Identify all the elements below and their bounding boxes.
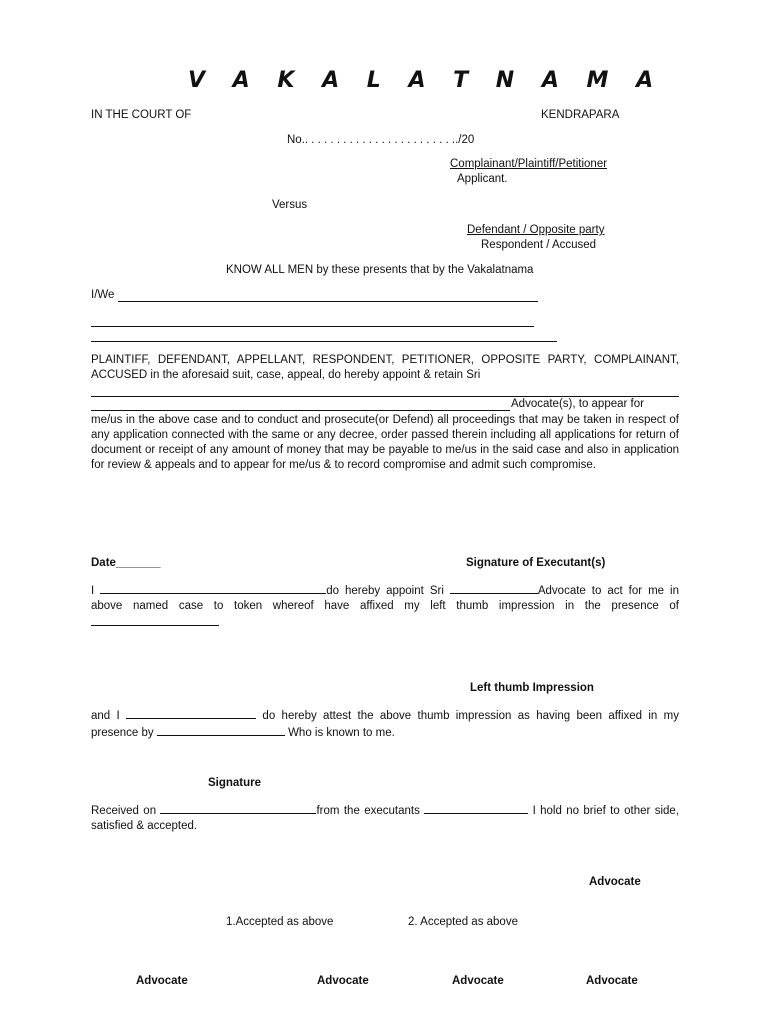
defendant-label: Defendant / Opposite party — [467, 224, 605, 236]
accepted-1: 1.Accepted as above — [226, 916, 334, 928]
signature-executants-label: Signature of Executant(s) — [466, 557, 606, 569]
document-title: V A K A L A T N A M A — [188, 68, 664, 93]
name-line-1 — [118, 301, 538, 302]
respondent-label: Respondent / Accused — [481, 239, 597, 251]
received-text-2: from the executants — [316, 805, 420, 817]
intro-text: KNOW ALL MEN by these presents that by the Vakalatnama — [226, 264, 534, 276]
name-line-3 — [91, 341, 557, 342]
footer-advocate-1: Advocate — [136, 975, 188, 987]
presence-by-blank — [157, 724, 285, 736]
footer-advocate-2: Advocate — [317, 975, 369, 987]
date-label: Date_______ — [91, 557, 161, 569]
case-number: No.. . . . . . . . . . . . . . . . . . . . . . . ../20 — [287, 134, 475, 146]
advocate-name-line-1 — [91, 396, 679, 397]
attest-paragraph — [91, 707, 679, 741]
court-place: KENDRAPARA — [541, 109, 620, 121]
appoint-paragraph — [91, 353, 679, 383]
versus-label: Versus — [272, 199, 308, 211]
attest-text-2: do hereby attest the above thumb impression as having been affixed in my presence by — [91, 710, 679, 739]
received-paragraph — [91, 802, 679, 834]
attest-text-3: Who is known to me. — [288, 727, 395, 739]
advocate-name-line-2 — [91, 410, 510, 411]
thumb-text-2: do hereby appoint Sri — [326, 585, 444, 597]
presence-blank — [91, 614, 219, 626]
body-text: me/us in the above case and to conduct and prosecute(or Defend) all proceedings that may be taken in respect of any application connected with the same or any decree, order passed therein including all applications for return of document or receipt of any amount of money that may be payable to me/us in the said case and also in application for review & appeals and to appear for me/us & to record compromise and admit such compromise. — [91, 414, 679, 471]
thumb-text-3: Advocate to act for me in above named case to token whereof have affixed my left thumb impression in the presence of — [91, 585, 679, 612]
received-text-3: I hold no brief to other side, satisfied & accepted. — [91, 805, 679, 832]
advocate-name-blank — [450, 582, 538, 594]
thumb-paragraph — [91, 582, 679, 631]
court-label: IN THE COURT OF — [91, 109, 192, 121]
received-date-blank — [160, 802, 316, 814]
complainant-label: Complainant/Plaintiff/Petitioner — [450, 158, 608, 170]
appoint-text: PLAINTIFF, DEFENDANT, APPELLANT, RESPONDENT, PETITIONER, OPPOSITE PARTY, COMPLAINANT, ACCUSED in the aforesaid suit, case, appeal, do hereby appoint & retain Sri — [91, 354, 679, 381]
attest-text-1: and I — [91, 710, 120, 722]
applicant-label: Applicant. — [457, 173, 508, 185]
name-line-2 — [91, 326, 534, 327]
attester-name-blank — [126, 707, 256, 719]
thumb-text-1: I — [91, 585, 95, 597]
advocate-label: Advocate — [589, 876, 641, 888]
executant-name-blank — [100, 582, 326, 594]
signature-label: Signature — [208, 777, 262, 789]
executants-blank — [424, 802, 528, 814]
body-paragraph — [91, 413, 679, 473]
accepted-2: 2. Accepted as above — [408, 916, 518, 928]
footer-advocate-3: Advocate — [452, 975, 504, 987]
left-thumb-label: Left thumb Impression — [470, 682, 594, 694]
advocates-appear-text: Advocate(s), to appear for — [511, 398, 644, 410]
received-text-1: Received on — [91, 805, 157, 817]
footer-advocate-4: Advocate — [586, 975, 638, 987]
iwe-label: I/We — [91, 289, 115, 301]
